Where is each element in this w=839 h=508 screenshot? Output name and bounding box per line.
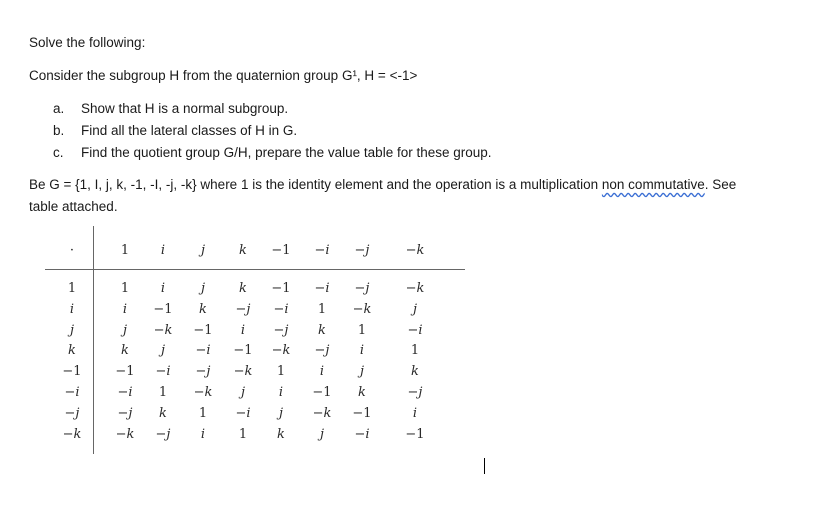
table-vertical-rule	[93, 226, 94, 454]
table-cell: k	[318, 322, 326, 338]
table-cell: −1	[193, 322, 213, 338]
table-cell: i	[200, 426, 206, 442]
table-cell: −j	[235, 301, 251, 317]
table-cell: −k	[153, 322, 173, 338]
table-cell: −k	[405, 281, 425, 296]
table-header-cell: −k	[405, 243, 425, 258]
instruction-line: Solve the following:	[29, 35, 146, 50]
table-cell: −k	[193, 385, 213, 400]
table-cell: i	[278, 385, 284, 400]
table-cell: −j	[314, 343, 330, 359]
table-cell: j	[200, 281, 206, 296]
table-cell: k	[159, 405, 167, 421]
table-cell: j	[122, 322, 128, 338]
table-cell: −j	[195, 364, 211, 380]
table-cell: −1	[153, 301, 173, 317]
table-cell: j	[412, 301, 418, 317]
table-cell: −i	[117, 385, 133, 400]
list-marker: c.	[53, 145, 64, 160]
table-cell: −j	[155, 426, 171, 442]
table-cell: i	[122, 301, 128, 317]
table-cell: −j	[407, 385, 423, 400]
table-cell: 1	[238, 426, 248, 442]
table-cell: k	[121, 343, 129, 359]
table-row-label: −1	[62, 364, 82, 380]
table-cell: j	[359, 364, 365, 380]
table-row-label: k	[68, 343, 76, 359]
table-row-label: 1	[67, 281, 77, 296]
list-item-text: Find the quotient group G/H, prepare the value table for these group.	[81, 145, 492, 160]
table-cell: i	[359, 343, 365, 359]
table-cell: 1	[317, 301, 327, 317]
table-cell: j	[278, 405, 284, 421]
group-definition-tail: . See	[704, 177, 737, 192]
table-cell: k	[199, 301, 207, 317]
spellcheck-underlined-text[interactable]: non commutative	[601, 177, 705, 192]
table-row-label: j	[69, 322, 75, 338]
table-row-label: −j	[64, 405, 80, 421]
table-cell: −k	[352, 301, 372, 317]
list-item-c	[53, 145, 492, 160]
table-cell: −i	[354, 426, 370, 442]
table-cell: j	[160, 343, 166, 359]
table-cell: 1	[276, 364, 286, 380]
table-cell: −j	[117, 405, 133, 421]
table-cell: k	[239, 281, 247, 296]
table-cell: i	[412, 405, 418, 421]
group-definition-line	[29, 177, 736, 192]
table-cell: 1	[158, 385, 168, 400]
table-cell: −i	[155, 364, 171, 380]
table-row-label: −k	[62, 426, 82, 442]
table-header-cell: −1	[271, 243, 291, 258]
table-horizontal-rule	[45, 269, 465, 270]
table-cell: −i	[407, 322, 423, 338]
table-header-cell: −i	[314, 243, 330, 258]
table-cell: j	[319, 426, 325, 442]
table-cell: 1	[198, 405, 208, 421]
group-definition-continuation: table attached.	[29, 199, 118, 214]
table-header-cell: i	[160, 243, 166, 258]
table-cell: −i	[235, 405, 251, 421]
table-row-label: −i	[64, 385, 80, 400]
table-header-cell: −j	[354, 243, 370, 258]
table-cell: −j	[354, 281, 370, 296]
table-cell: i	[240, 322, 246, 338]
table-cell: −j	[273, 322, 289, 338]
table-cell: −1	[115, 364, 135, 380]
table-cell: i	[160, 281, 166, 296]
table-cell: 1	[120, 281, 130, 296]
table-cell: −1	[405, 426, 425, 442]
group-definition-text: Be G = {1, I, j, k, -1, -I, -j, -k} where 1 is the identity element and the operation is a multiplication	[29, 177, 602, 192]
table-header-cell: k	[239, 243, 247, 258]
table-cell: −i	[314, 281, 330, 296]
table-cell: −k	[115, 426, 135, 442]
list-item-text: Show that H is a normal subgroup.	[81, 101, 289, 116]
table-header-cell: 1	[120, 243, 130, 258]
table-cell: −k	[312, 405, 332, 421]
list-item-text: Find all the lateral classes of H in G.	[81, 123, 298, 138]
table-row-label: i	[69, 301, 75, 317]
text-cursor	[484, 458, 485, 474]
list-marker: a.	[53, 101, 65, 116]
table-cell: −1	[233, 343, 253, 359]
table-cell: −k	[233, 364, 253, 380]
table-cell: i	[319, 364, 325, 380]
table-cell: −k	[271, 343, 291, 359]
list-item-b	[53, 123, 297, 138]
table-cell: −i	[273, 301, 289, 317]
table-header-cell: j	[200, 243, 206, 258]
table-cell: 1	[357, 322, 367, 338]
list-marker: b.	[53, 123, 65, 138]
table-cell: −1	[271, 281, 291, 296]
table-cell: 1	[410, 343, 420, 359]
table-cell: k	[411, 364, 419, 380]
table-cell: −1	[352, 405, 372, 421]
table-cell: k	[358, 385, 366, 400]
table-cell: j	[240, 385, 246, 400]
table-cell: −i	[195, 343, 211, 359]
multiplication-table-image	[45, 226, 465, 456]
table-cell: k	[277, 426, 285, 442]
table-cell: −1	[312, 385, 332, 400]
list-item-a	[53, 101, 288, 116]
problem-statement: Consider the subgroup H from the quaternion group G¹, H = <-1>	[29, 68, 418, 83]
table-corner-symbol: ·	[69, 243, 75, 258]
